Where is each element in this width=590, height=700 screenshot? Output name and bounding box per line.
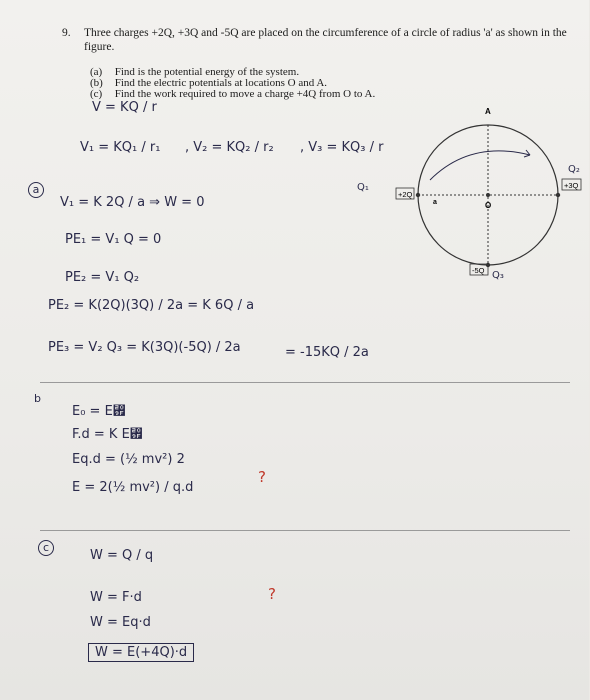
part-text: Find the electric potentials at locations O and A. [114, 77, 328, 89]
hw-a-line4: PE₂ = K(2Q)(3Q) / 2a = K 6Q / a [48, 298, 255, 313]
hw-a-line5-result: = -15KQ / 2a [285, 345, 369, 360]
hw-charge-right: Q₂ [568, 164, 580, 175]
center-o-label: O [485, 201, 492, 210]
hw-a-line1: V₁ = K 2Q / a ⇒ W = 0 [60, 195, 205, 210]
charge-bottom-label: -5Q [472, 266, 485, 275]
hw-v2: , V₂ = KQ₂ / r₂ [185, 140, 274, 155]
hw-c-line2: W = F·d [90, 590, 142, 605]
section-divider [40, 382, 570, 383]
hw-charge-left: Q₁ [357, 182, 369, 193]
part-label: (c) [90, 88, 103, 100]
hw-b-line3: Eq.d = (½ mv²) 2 [72, 452, 185, 467]
part-text: Find the work required to move a charge +4Q from O to A. [114, 88, 376, 100]
part-text: Find is the potential energy of the system. [114, 66, 300, 78]
hw-question-mark-2: ? [268, 585, 276, 603]
hw-potential-definition: V = KQ / r [92, 100, 157, 115]
hw-a-line5: PE₃ = V₂ Q₃ = K(3Q)(-5Q) / 2a [48, 340, 241, 355]
hw-c-final-answer: W = E(+4Q)·d [88, 643, 194, 662]
point-a-label: A [485, 107, 491, 116]
charge-right-label: +3Q [564, 181, 579, 190]
charge-left-label: +2Q [398, 190, 413, 199]
question-number: 9. [62, 27, 71, 39]
hw-question-mark-1: ? [258, 468, 266, 486]
question-text-line1: Three charges +2Q, +3Q and -5Q are placed on the circumference of a circle of radius 'a' as shown in the [84, 27, 567, 39]
part-b-marker: b [34, 392, 41, 405]
charge-dot-left [416, 193, 420, 197]
hw-v3: , V₃ = KQ₃ / r [300, 140, 384, 155]
hw-c-line3: W = Eq·d [90, 615, 151, 630]
hw-b-line1: E₀ = E₟ [72, 404, 126, 419]
part-label: (a) [90, 66, 103, 78]
hw-a-line3: PE₂ = V₁ Q₂ [65, 270, 140, 285]
charge-dot-right [556, 193, 560, 197]
part-label: (b) [90, 77, 103, 89]
center-dot [486, 193, 490, 197]
hw-b-line2: F.d = K E₟ [72, 427, 143, 442]
part-c-marker: c [38, 540, 54, 556]
hw-a-line2: PE₁ = V₁ Q = 0 [65, 232, 162, 247]
handdrawn-arc [430, 151, 530, 180]
section-divider-2 [40, 530, 570, 531]
part-a-marker: a [28, 182, 44, 198]
question-text-line2: figure. [84, 41, 115, 53]
hw-b-line4: E = 2(½ mv²) / q.d [72, 480, 194, 495]
hw-charge-bottom: Q₃ [492, 270, 504, 281]
radius-label: a [433, 199, 437, 206]
charge-circle-figure [357, 100, 590, 290]
hw-v1: V₁ = KQ₁ / r₁ [80, 140, 161, 155]
hw-c-line1: W = Q / q [90, 548, 154, 563]
